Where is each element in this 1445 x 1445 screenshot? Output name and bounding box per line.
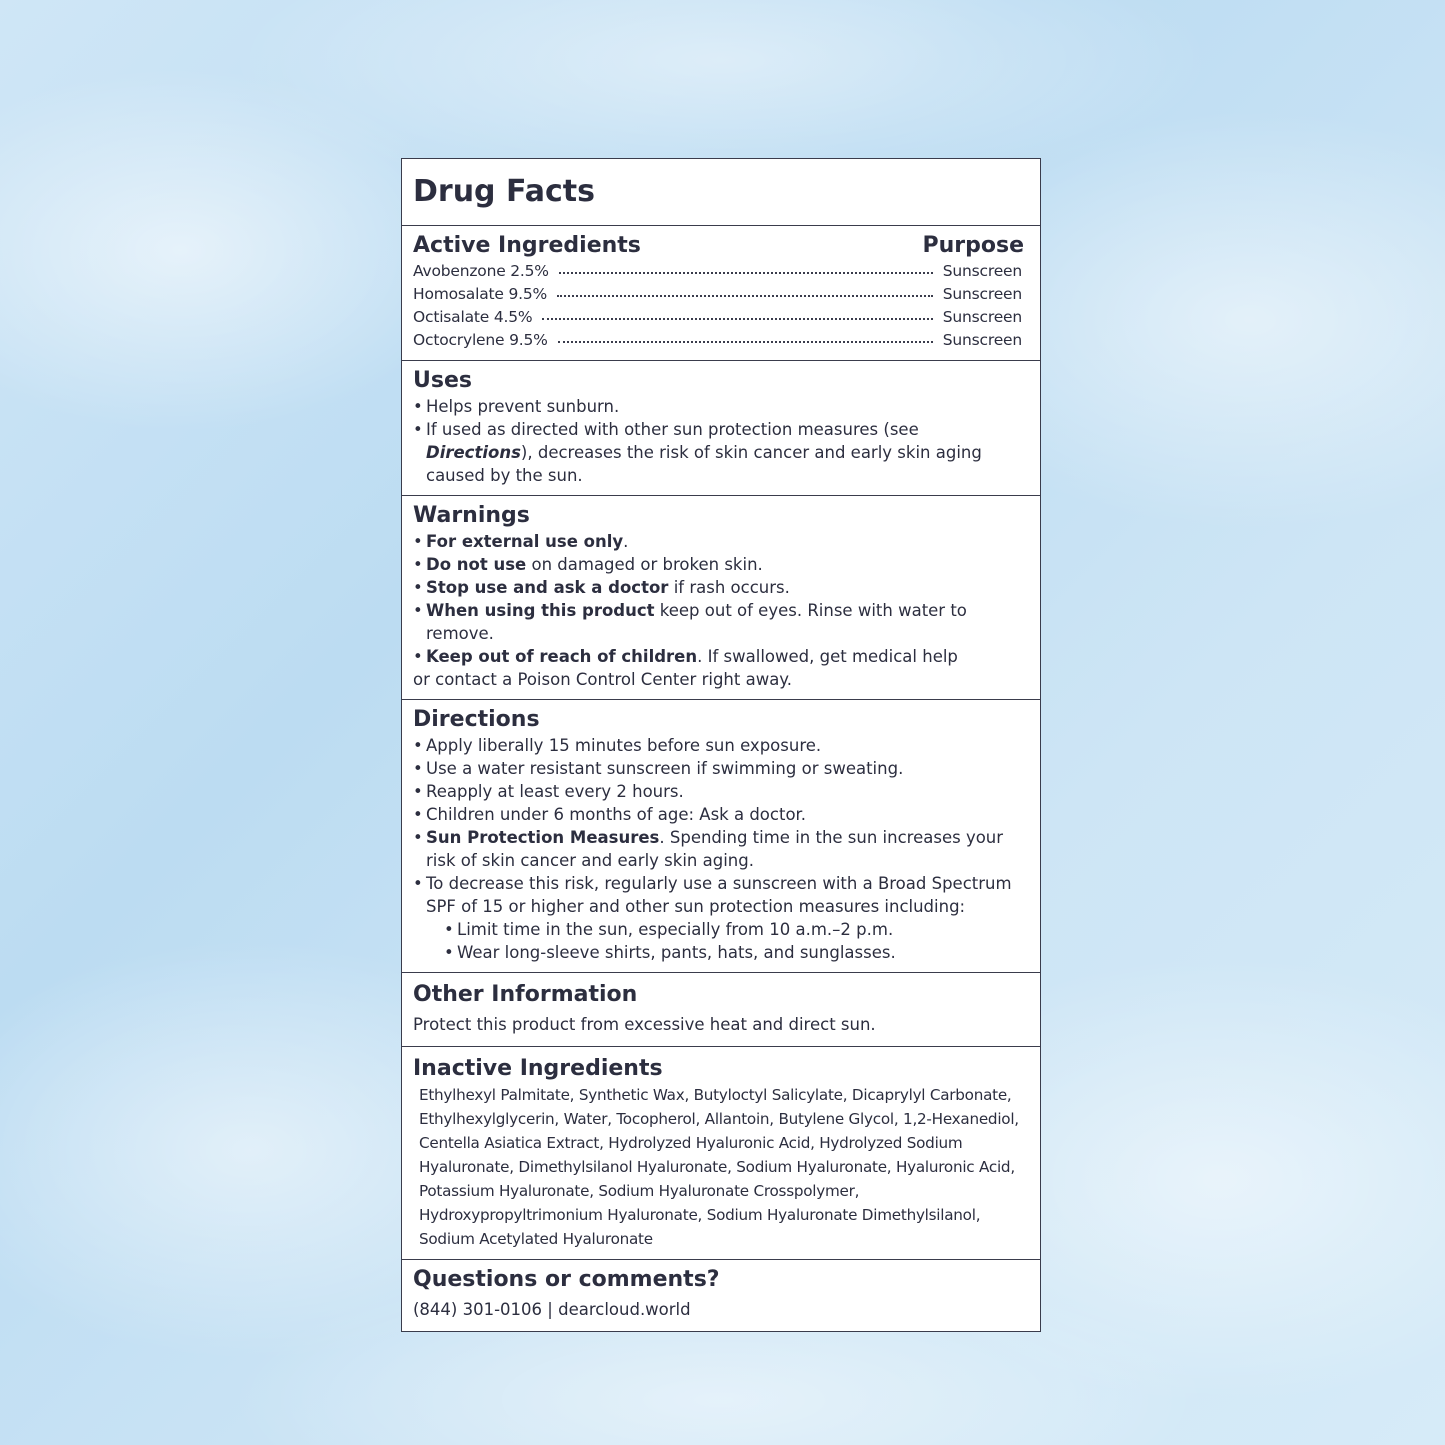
list-sub-item [413, 941, 1024, 964]
bullet: • [413, 647, 423, 666]
uses-heading: Uses [413, 368, 472, 393]
bullet: • [413, 532, 423, 551]
contact-info[interactable]: (844) 301-0106 | dearcloud.world [413, 1300, 691, 1319]
ingredient-name: Avobenzone 2.5% [413, 262, 549, 280]
ingredient-name: Octocrylene 9.5% [413, 331, 548, 349]
warning-text: . If swallowed, get medical help [697, 647, 958, 666]
direction-bold: Sun Protection Measures [426, 828, 660, 847]
list-item [413, 757, 1024, 780]
list-item [413, 872, 1024, 918]
dot-leader [558, 341, 933, 343]
dot-leader [557, 295, 933, 297]
inactive-ingredients-text: Ethylhexyl Palmitate, Synthetic Wax, Butyloctyl Salicylate, Dicaprylyl Carbonate, Ethylhexylglycerin, Water, Tocopherol, Allantoin, Butylene Glycol, 1,2-Hexanediol, Centella Asiatica Extract, Hydrolyzed Hyaluronic Acid, Hydrolyzed Sodium Hyaluronate, Dimethylsilanol Hyaluronate, Sodium Hyaluronate, Hyaluronic Acid, Potassium Hyaluronate, Sodium Hyaluronate Crosspolymer, Hydroxypropyltrimonium Hyaluronate, Sodium Hyaluronate Dimethylsilanol, Sodium Acetylated Hyaluronate [419, 1086, 1019, 1248]
warning-text: if rash occurs. [668, 578, 790, 597]
warning-text: keep out of eyes. Rinse with water to remove. [426, 601, 967, 643]
list-item-text: Limit time in the sun, especially from 10 a.m.–2 p.m. [457, 920, 894, 939]
warning-bold: Keep out of reach of children [426, 647, 698, 666]
ingredient-purpose: Sunscreen [942, 285, 1022, 303]
bullet: • [413, 828, 423, 847]
warning-bold: For external use only [426, 532, 624, 551]
directions-list [413, 734, 1024, 964]
list-item [413, 553, 1024, 576]
warning-bold: Stop use and ask a doctor [426, 578, 669, 597]
ingredient-row [413, 260, 1024, 283]
ingredient-row [413, 283, 1024, 306]
list-item-text: To decrease this risk, regularly use a sunscreen with a Broad Spectrum SPF of 15 or higher and other sun protection measures including: [426, 874, 1012, 916]
purpose-heading: Purpose [922, 233, 1024, 258]
list-item [413, 780, 1024, 803]
bullet: • [413, 420, 423, 439]
bullet: • [413, 397, 423, 416]
list-item-text: Wear long-sleeve shirts, pants, hats, and sunglasses. [457, 943, 896, 962]
list-item [413, 418, 1024, 487]
uses-section [402, 360, 1040, 495]
list-item [413, 576, 1024, 599]
dot-leader [542, 318, 932, 320]
list-item [413, 645, 1024, 668]
list-item [413, 826, 1024, 872]
ingredient-name: Homosalate 9.5% [413, 285, 548, 303]
ingredient-purpose: Sunscreen [942, 308, 1022, 326]
ingredient-purpose: Sunscreen [942, 262, 1022, 280]
warning-bold: When using this product [426, 601, 655, 620]
ingredient-row [413, 306, 1024, 329]
list-item-text: Reapply at least every 2 hours. [426, 782, 684, 801]
bullet: • [413, 555, 423, 574]
active-ingredients-heading: Active Ingredients [413, 233, 641, 258]
questions-heading: Questions or comments? [413, 1267, 720, 1292]
other-information-text: Protect this product from excessive heat and direct sun. [413, 1015, 876, 1034]
list-item-text: ), decreases the risk of skin cancer and early skin aging caused by the sun. [426, 443, 982, 485]
drug-facts-title: Drug Facts [413, 174, 595, 209]
list-item [413, 803, 1024, 826]
warning-bold: Do not use [426, 555, 527, 574]
warning-text: or contact a Poison Control Center right away. [413, 670, 792, 689]
bullet: • [444, 943, 454, 962]
list-item-text: If used as directed with other sun protection measures (see [426, 420, 919, 439]
list-item [413, 599, 1024, 645]
inactive-ingredients-heading: Inactive Ingredients [413, 1056, 663, 1081]
list-item-text: Children under 6 months of age: Ask a doctor. [426, 805, 807, 824]
list-item-text: . Spending time in the sun increases your risk of skin cancer and early skin aging. [426, 828, 1004, 870]
warnings-heading: Warnings [413, 503, 530, 528]
bullet: • [413, 782, 423, 801]
bullet: • [413, 759, 423, 778]
ingredient-row [413, 329, 1024, 352]
list-sub-item [413, 918, 1024, 941]
bullet: • [413, 736, 423, 755]
directions-heading: Directions [413, 707, 540, 732]
warning-text: . [623, 532, 629, 551]
other-information-heading: Other Information [413, 982, 638, 1007]
list-item [413, 530, 1024, 553]
active-ingredients-section [402, 225, 1040, 360]
warnings-list [413, 530, 1024, 691]
list-item-text: Helps prevent sunburn. [426, 397, 620, 416]
bullet: • [413, 805, 423, 824]
warning-text: on damaged or broken skin. [526, 555, 763, 574]
warnings-section [402, 495, 1040, 699]
list-item [413, 734, 1024, 757]
list-item-text: Use a water resistant sunscreen if swimming or sweating. [426, 759, 904, 778]
bullet: • [413, 601, 423, 620]
directions-section [402, 699, 1040, 972]
bullet: • [413, 578, 423, 597]
ingredient-purpose: Sunscreen [942, 331, 1022, 349]
active-ingredients-header [413, 232, 1024, 260]
uses-list [413, 395, 1024, 487]
list-item-text: Apply liberally 15 minutes before sun exposure. [426, 736, 822, 755]
list-item [413, 395, 1024, 418]
drug-facts-header [402, 159, 1040, 225]
ingredient-name: Octisalate 4.5% [413, 308, 533, 326]
drug-facts-panel [401, 158, 1041, 1332]
other-information-section [402, 972, 1040, 1046]
inactive-ingredients-section [402, 1046, 1040, 1259]
dot-leader [559, 272, 933, 274]
directions-reference: Directions [426, 443, 521, 462]
bullet: • [444, 920, 454, 939]
questions-section [402, 1259, 1040, 1331]
bullet: • [413, 874, 423, 893]
list-item-continuation [413, 668, 1024, 691]
